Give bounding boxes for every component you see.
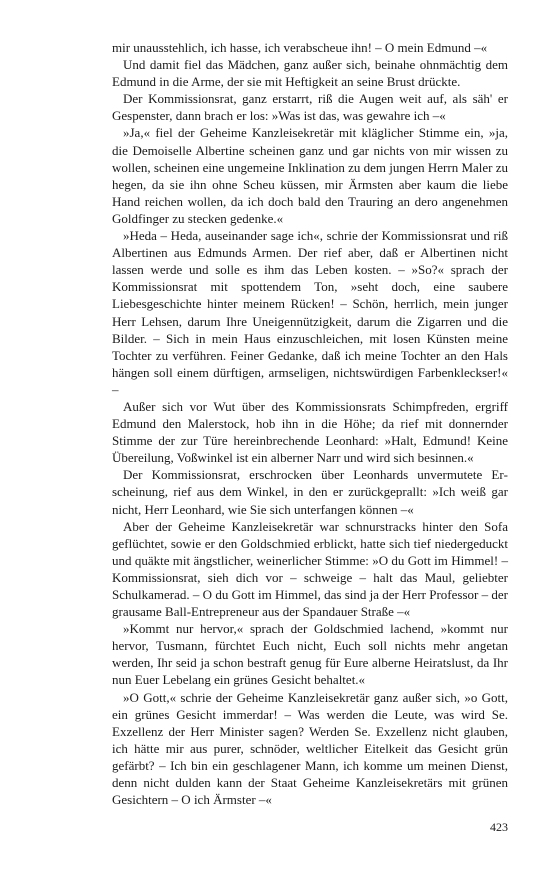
book-page-body [112, 39, 508, 808]
paragraph-4: »Ja,« fiel der Geheime Kanzleisekretär mit kläglicher Stimme ein, »ja, die Demoiselle Albertine scheinen ganz und gar nichts von mir wissen zu wollen, scheinen eine ungemeine Inklination zu dem jungen Herrn Maler zu hegen, da sie ihn ohne Scheu küssen, mir Ärmsten aber kaum die liebe Hand reichen wollen, da ich doch bald den Trauring an dero angenehmen Goldfinger zu stecken gedenke.« [112, 125, 509, 226]
paragraph-5: »Heda – Heda, auseinander sage ich«, schrie der Kommissionsrat und riß Albertinen aus Edmunds Armen. Der rief aber, daß er Albertinen nicht lassen werde und solle es ihm das Leben kosten. – »So?« sprach der Kommissionsrat mit spottendem Ton, »seht doch, eine saubere Liebesgeschichte hinter meinem Rücken! – Schön, herrlich, mein junger Herr Lehsen, darum Ihre Uneigennützigkeit, darum die Zigarren und die Bilder. – Sich in mein Haus einzuschleichen, mit losen Künsten meine Tochter zu verführen. Feiner Gedanke, daß ich meine Tochter an den Hals hängen soll einem dürftigen, armseligen, nichtswürdigen Farbenkleckser!« – [112, 228, 508, 397]
paragraph-8: Aber der Geheime Kanzleisekretär war schnurstracks hinter den Sofa geflüchtet, sowie er den Goldschmied erblickt, hatte sich tief niedergeduckt und quäkte mit ängstlicher, weinerlicher Stimme: »O du Gott im Himmel! – Kommissionsrat, sieh dich vor – schweige – halt das Maul, geliebter Schulkamerad. – O du Gott im Himmel, das sind ja der Herr Professor – der grausame Ball-Entrepreneur aus der Spandauer Straße –« [112, 518, 508, 620]
paragraph-1: mir unausstehlich, ich hasse, ich verabscheue ihn! – O mein Edmund –« [112, 40, 488, 55]
paragraph-7: Der Kommissionsrat, erschrocken über Leonhards unvermutete Erscheinung, rief aus dem Winkel, in den er zurückgeprallt: »Ich weiß gar nicht, Herr Leonhard, wie Sie sich unterfangen können –« [112, 467, 508, 517]
paragraph-9: »Kommt nur hervor,« sprach der Goldschmied lachend, »kommt nur hervor, Tusmann, fürchtet Euch nicht, Euch soll nichts mehr angetan werden, Ihr seid ja schon bestraft genug für Eure alberne Heiratslust, da Ihr nun Euer Lebelang ein grünes Gesicht behaltet.« [112, 621, 508, 688]
paragraph-3: Der Kommissionsrat, ganz erstarrt, riß die Augen weit auf, als säh' er Gespenster, dann brach er los: »Was ist das, was gewahre ich –« [112, 91, 508, 124]
paragraph-6: Außer sich vor Wut über des Kommissionsrats Schimpfreden, ergriff Edmund den Malerstock, hob ihn in die Höhe; da rief mit donnernder Stimme der zur Türe hereinbrechende Leonhard: »Halt, Edmund! Keine Übereilung, Voßwinkel ist ein alberner Narr und wird sich besinnen.« [112, 398, 508, 466]
paragraph-2: Und damit fiel das Mädchen, ganz außer sich, beinahe ohnmächtig dem Edmund in die Arme, der sie mit Heftigkeit an seine Brust drückte. [112, 57, 508, 90]
page-number: 423 [490, 820, 508, 834]
paragraph-10: »O Gott,« schrie der Geheime Kanzleisekretär ganz außer sich, »o Gott, ein grünes Gesicht immerdar! – Was werden die Leute, was wird Se. Exzellenz der Herr Minister sagen? Werden Se. Exzellenz nicht glauben, ich hätte mir aus purer, schnöder, weltlicher Eitelkeit das Gesicht grün gefärbt? – Ich bin ein geschlagener Mann, ich komme um meinen Dienst, denn nicht dulden kann der Staat Geheime Kanzleisekretärs mit grünen Gesichtern – O ich Ärmster –« [112, 689, 508, 808]
